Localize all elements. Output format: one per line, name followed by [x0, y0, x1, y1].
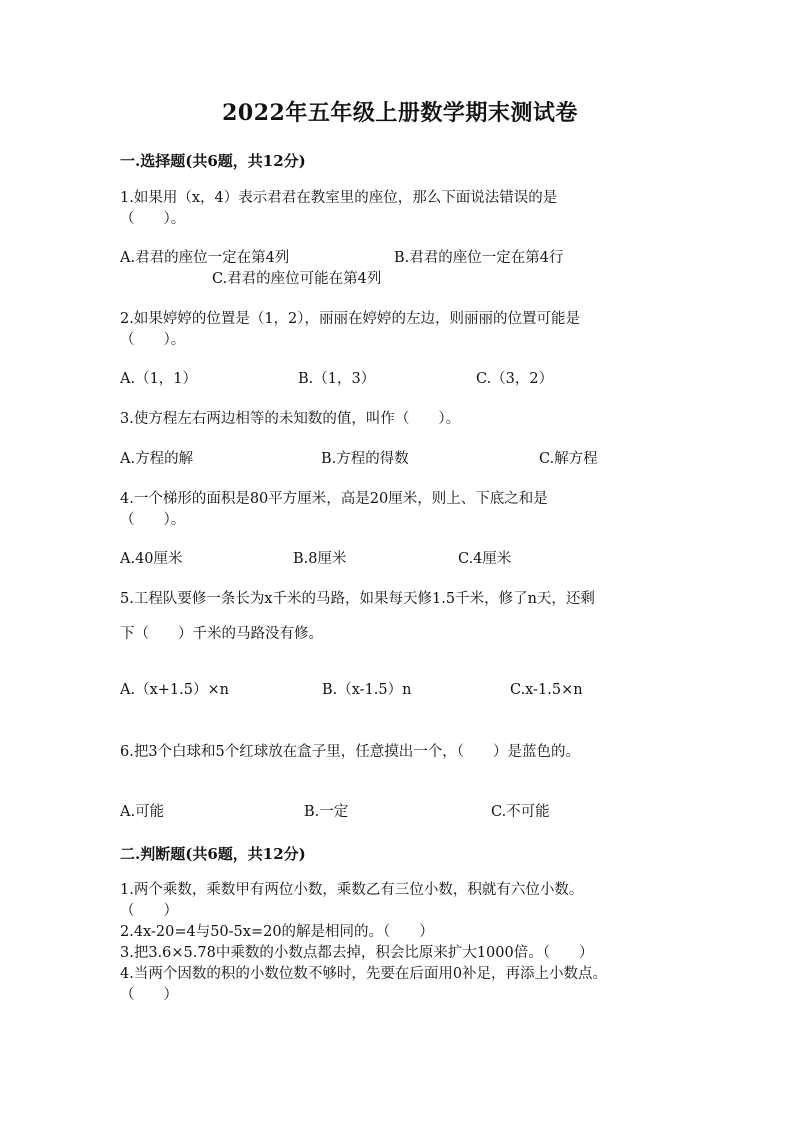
question-3-stem: 3.使方程左右两边相等的未知数的值，叫作（ ）。	[120, 411, 461, 427]
question-2-option-a: A.（1，1）	[120, 371, 198, 387]
question-3-option-b: B.方程的得数	[321, 451, 409, 467]
question-6-option-a: A.可能	[120, 804, 165, 820]
question-6-stem: 6.把3个白球和5个红球放在盒子里，任意摸出一个，（ ）是蓝色的。	[120, 744, 581, 760]
judgment-2: 2.4x-20=4与50-5x=20的解是相同的。（ ）	[120, 924, 434, 940]
judgment-1-blank: （ ）	[120, 903, 178, 919]
question-1-option-b: B.君君的座位一定在第4行	[394, 250, 564, 266]
question-5-option-c: C.x-1.5×n	[510, 682, 583, 698]
question-4-blank: （ ）。	[120, 512, 186, 528]
question-1-option-c: C.君君的座位可能在第4列	[212, 271, 382, 287]
question-4-option-a: A.40厘米	[120, 551, 183, 567]
judgment-4: 4.当两个因数的积的小数位数不够时，先要在后面用0补足，再添上小数点。	[120, 966, 608, 982]
judgment-3: 3.把3.6×5.78中乘数的小数点都去掉，积会比原来扩大1000倍。（ ）	[120, 945, 594, 961]
question-3-option-c: C.解方程	[539, 451, 598, 467]
question-4-option-b: B.8厘米	[293, 551, 347, 567]
question-1-blank: （ ）。	[120, 211, 186, 227]
question-5-option-b: B.（x-1.5）n	[322, 682, 412, 698]
question-2-blank: （ ）。	[120, 332, 186, 348]
section-heading-choice: 一.选择题(共6题，共12分)	[120, 152, 306, 170]
question-2-option-c: C.（3，2）	[476, 371, 554, 387]
question-3-option-a: A.方程的解	[120, 451, 194, 467]
question-4-stem: 4.一个梯形的面积是80平方厘米，高是20厘米，则上、下底之和是	[120, 491, 548, 507]
judgment-4-blank: （ ）	[120, 987, 178, 1003]
question-5-stem-continued: 下（ ）千米的马路没有修。	[120, 626, 323, 642]
judgment-1: 1.两个乘数，乘数甲有两位小数，乘数乙有三位小数，积就有六位小数。	[120, 882, 584, 898]
question-4-option-c: C.4厘米	[458, 551, 512, 567]
question-6-option-c: C.不可能	[491, 804, 550, 820]
page-title: 2022年五年级上册数学期末测试卷	[222, 100, 578, 126]
section-heading-true-false: 二.判断题(共6题，共12分)	[120, 845, 306, 863]
question-1-stem: 1.如果用（x，4）表示君君在教室里的座位，那么下面说法错误的是	[120, 190, 558, 206]
question-5-option-a: A.（x+1.5）×n	[120, 682, 229, 698]
question-2-option-b: B.（1，3）	[298, 371, 376, 387]
question-5-stem: 5.工程队要修一条长为x千米的马路，如果每天修1.5千米，修了n天，还剩	[120, 591, 595, 607]
question-2-stem: 2.如果婷婷的位置是（1，2），丽丽在婷婷的左边，则丽丽的位置可能是	[120, 311, 581, 327]
question-6-option-b: B.一定	[304, 804, 349, 820]
question-1-option-a: A.君君的座位一定在第4列	[120, 250, 290, 266]
